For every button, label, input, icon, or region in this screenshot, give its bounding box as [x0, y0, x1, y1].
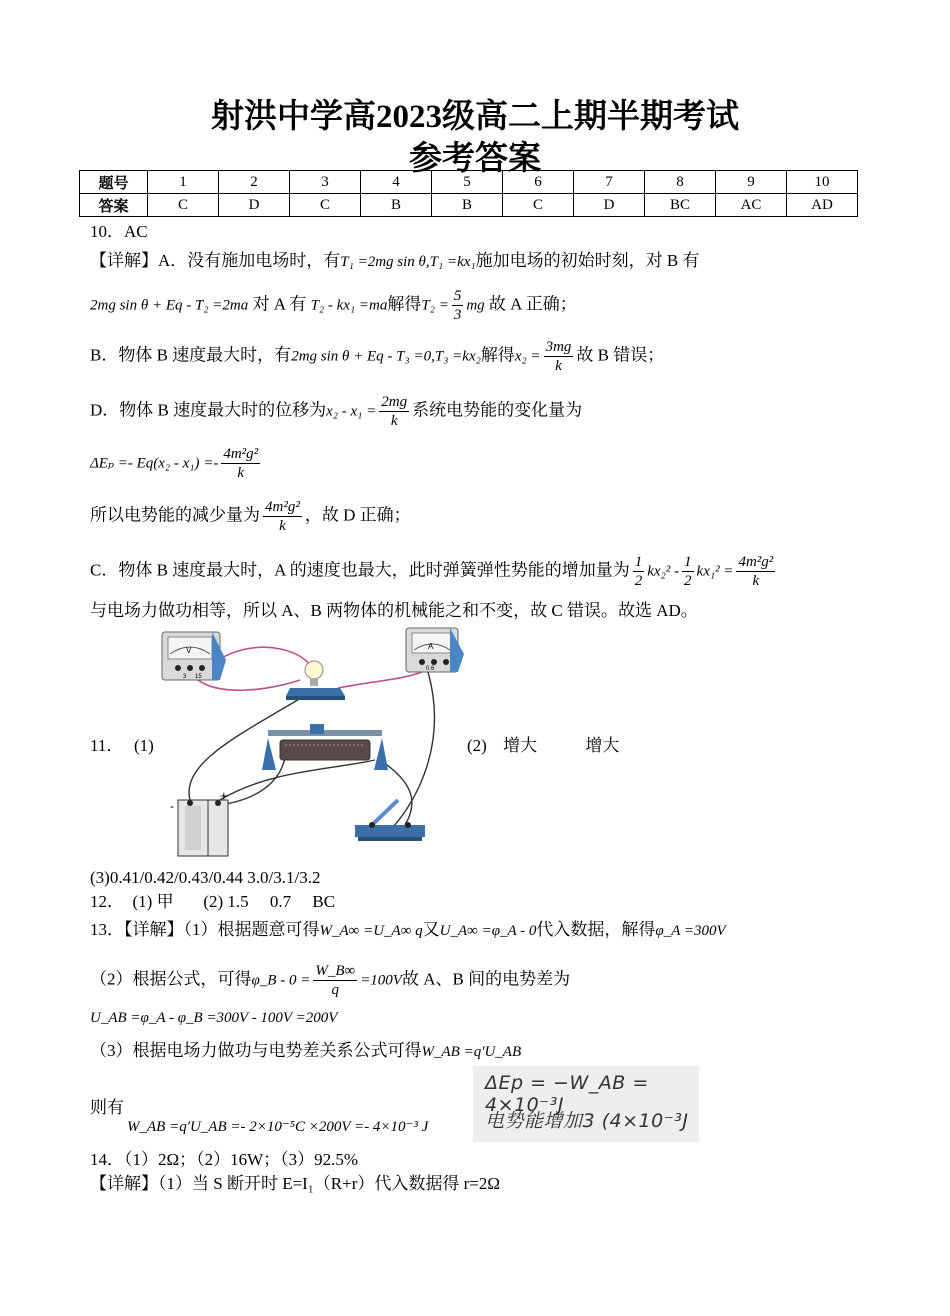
svg-text:0.6: 0.6: [426, 666, 435, 672]
q10-heading: 10．AC: [90, 222, 148, 241]
q10-line6: [90, 498, 411, 535]
handwriting-line: ΔEp = −W_AB = 4×10⁻³J: [485, 1072, 649, 1116]
q10-line4: [90, 393, 582, 430]
text: 所以电势能的减少量为: [90, 505, 260, 525]
q10-line3: [90, 338, 664, 375]
page-subtitle: 参考答案: [409, 141, 541, 177]
q14-line2: 【详解】（1）当 S 断开时 E=I₁（R+r）代入数据得 r=2Ω: [90, 1174, 500, 1193]
q13-line6: [127, 1115, 428, 1138]
formula: T₂ =: [421, 297, 449, 314]
switch-icon: [355, 800, 425, 841]
q12-line: 12． (1) 甲 (2) 1.5 0.7 BC: [90, 892, 336, 911]
q14-line1: 14．（1）2Ω；（2）16W；（3）92.5%: [90, 1150, 359, 1169]
table-cell: 7: [574, 171, 645, 194]
q13-line1: [90, 919, 726, 942]
formula: T₁ =2mg sin θ,T₁ =kx₁: [340, 254, 476, 270]
battery-icon: [170, 788, 228, 856]
table-cell: 9: [716, 171, 787, 194]
answer-table: [79, 170, 858, 217]
fraction: $\frac{\text{4m²g²}}{k}$: [738, 554, 774, 589]
q10-line2: [90, 287, 577, 324]
q11-part1: (1): [134, 736, 154, 755]
table-cell: C: [503, 194, 574, 217]
table-cell: AC: [716, 194, 787, 217]
fraction: $\frac{\text{4m²g²}}{k}$: [223, 446, 259, 481]
fraction: $\frac{\text{4m²g²}}{k}$: [265, 499, 300, 534]
wire: [338, 672, 422, 688]
svg-text:15: 15: [195, 674, 202, 680]
text: 【详解】A．没有施加电场时，有: [90, 251, 341, 270]
row-header-answer: 答案: [80, 194, 148, 217]
formula: U_A∞ =φ_A - 0: [439, 923, 537, 939]
table-cell: 3: [290, 171, 361, 194]
table-cell: 5: [432, 171, 503, 194]
formula: T₂ - kx₁ =ma: [310, 297, 388, 314]
text: 代入数据，解得: [536, 920, 656, 939]
table-cell: 2: [219, 171, 290, 194]
fraction: $\frac{1}{2}$: [684, 554, 692, 589]
svg-text:3: 3: [183, 674, 187, 680]
text: （3）根据电场力做功与电势差关系公式可得: [90, 1041, 422, 1060]
answer-text: 增大: [585, 736, 620, 755]
wire: [220, 760, 375, 800]
q11-label: 11．: [90, 736, 124, 755]
text: （2）根据公式，可得: [90, 969, 252, 989]
q13-line5: 则有: [90, 1098, 124, 1117]
row-header-number: 题号: [80, 171, 148, 194]
text: 对 A 有: [252, 294, 307, 314]
table-cell: 8: [645, 171, 716, 194]
formula: W_AB =q′U_AB: [421, 1044, 522, 1060]
q11-part3: (3)0.41/0.42/0.43/0.44 3.0/3.1/3.2: [90, 868, 321, 887]
svg-text:-: -: [170, 799, 174, 813]
text: (2): [467, 736, 487, 755]
text: ，故 D 正确；: [304, 505, 411, 525]
q10-line5: [90, 445, 263, 482]
formula: W_A∞ =U_A∞ q: [319, 923, 423, 939]
q13-line3: [90, 1006, 337, 1029]
svg-text:A: A: [428, 642, 434, 651]
formula: 2mg sin θ + Eq - T₂ =2ma: [90, 297, 249, 314]
table-cell: B: [432, 194, 503, 217]
formula: W_AB =q′U_AB =- 2×10⁻⁵C ×200V =- 4×10⁻³ J: [127, 1119, 429, 1135]
formula: =100V: [360, 972, 402, 989]
table-row-numbers: [80, 171, 858, 194]
ammeter-icon: [406, 628, 464, 672]
q10-line1: [90, 250, 699, 273]
text: 施加电场的初始时刻，对 B 有: [475, 251, 700, 270]
formula: φ_B - 0 =: [251, 972, 311, 989]
lamp-icon: [286, 661, 345, 700]
formula: x₂ =: [514, 348, 541, 365]
page-title: 射洪中学高2023级高二上期半期考试: [211, 99, 739, 135]
formula: ΔEₚ =- Eq(x₂ - x₁) =-: [90, 455, 219, 472]
q13-line4: [90, 1040, 521, 1063]
table-cell: 1: [148, 171, 219, 194]
text: B．物体 B 速度最大时，有: [90, 345, 292, 365]
table-cell: BC: [645, 194, 716, 217]
fraction: $\frac{5}{3}$: [453, 288, 462, 323]
text: 解得: [387, 294, 422, 314]
table-cell: D: [219, 194, 290, 217]
formula: x₂ - x₁ =: [326, 403, 377, 420]
text: 又: [422, 920, 440, 939]
q10-line7: [90, 553, 778, 590]
text: D．物体 B 速度最大时的位移为: [90, 400, 327, 420]
fraction: $\frac{2mg}{k}$: [381, 394, 408, 429]
q11-part2: [467, 735, 619, 757]
fraction: $\frac{1}{2}$: [634, 554, 643, 589]
rheostat-icon: [262, 724, 388, 770]
table-cell: 4: [361, 171, 432, 194]
voltmeter-icon: [162, 632, 226, 680]
formula: kx₂² -: [647, 563, 680, 580]
table-cell: 10: [787, 171, 858, 194]
formula: U_AB =φ_A - φ_B =300V - 100V =200V: [90, 1010, 338, 1026]
q10-line8: 与电场力做功相等，所以 A、B 两物体的机械能之和不变，故 C 错误。故选 AD。: [90, 601, 698, 620]
formula: 2mg sin θ + Eq - T₃ =0,T₃ =kx₂: [291, 348, 481, 365]
q13-line2: [90, 962, 570, 999]
table-cell: B: [361, 194, 432, 217]
handwriting-line: 电势能增加3 (4×10⁻³J: [485, 1110, 689, 1132]
formula: kx₁² =: [696, 563, 734, 580]
fraction: $\frac{3mg}{k}$: [545, 339, 572, 374]
table-row-answers: [80, 194, 858, 217]
table-cell: C: [290, 194, 361, 217]
table-cell: D: [574, 194, 645, 217]
formula: φ_A =300V: [655, 923, 726, 939]
text: 故 A、B 间的电势差为: [401, 969, 571, 989]
table-cell: C: [148, 194, 219, 217]
text: 故 A 正确；: [488, 294, 577, 314]
svg-text:+: +: [220, 788, 228, 803]
fraction: $\frac{W\_B\infty}{q}$: [315, 963, 356, 998]
answer-text: 增大: [503, 736, 538, 755]
table-cell: 6: [503, 171, 574, 194]
text: C．物体 B 速度最大时，A 的速度也最大，此时弹簧弹性势能的增加量为: [90, 560, 630, 580]
svg-text:V: V: [186, 646, 192, 655]
table-cell: AD: [787, 194, 858, 217]
text: 解得: [480, 345, 515, 365]
formula: mg: [466, 297, 485, 314]
handwritten-note: [473, 1066, 699, 1142]
text: 13．【详解】（1）根据题意可得: [90, 920, 320, 939]
text: 故 B 错误；: [576, 345, 665, 365]
text: 系统电势能的变化量为: [412, 400, 583, 420]
circuit-diagram-icon: [150, 620, 480, 865]
